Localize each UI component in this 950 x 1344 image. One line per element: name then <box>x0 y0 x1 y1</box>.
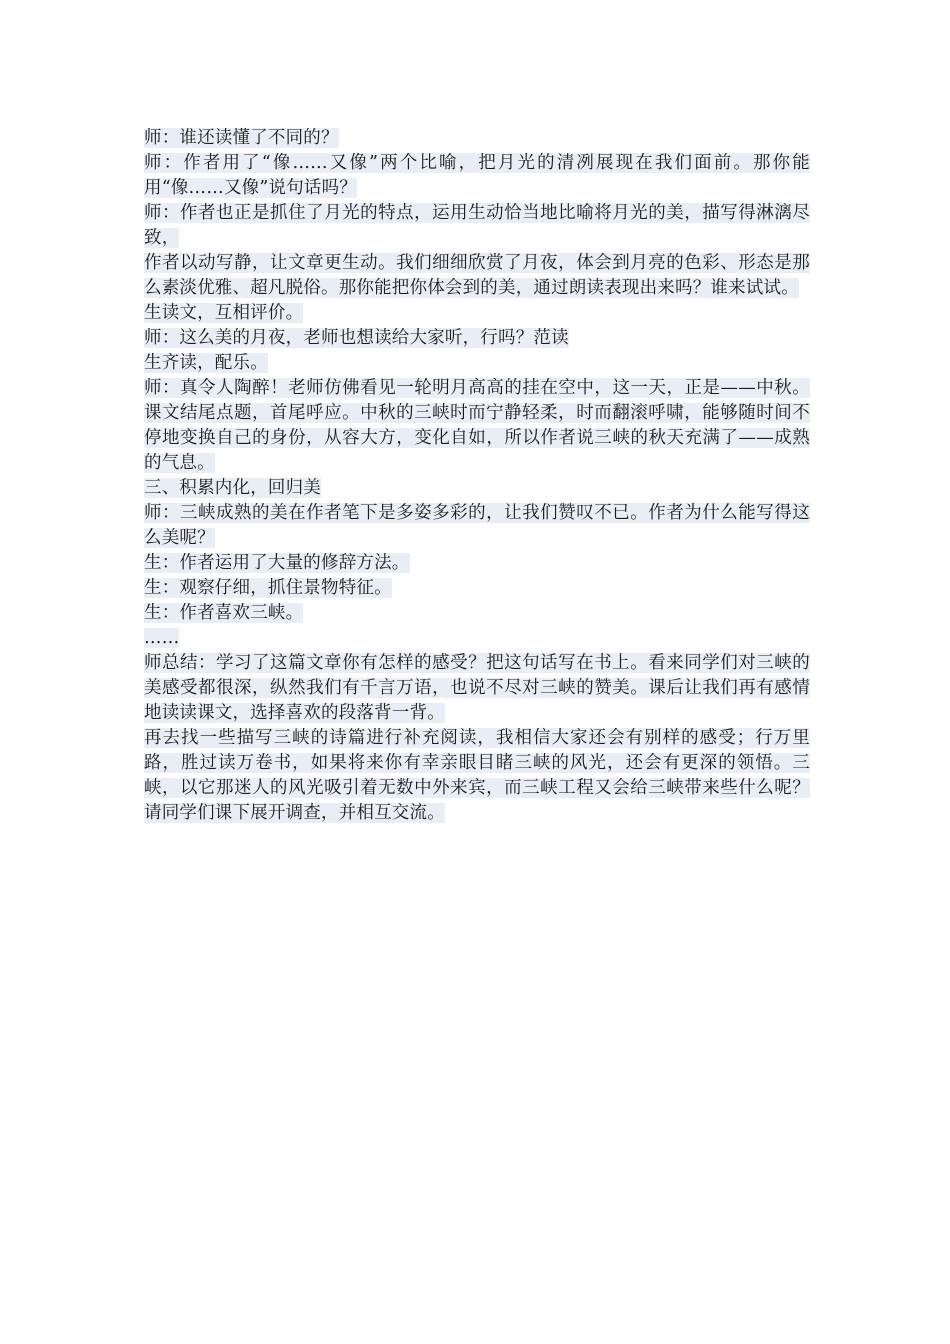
section-heading-text: 三、积累内化，回归美 <box>144 478 321 498</box>
paragraph-text: 师：真令人陶醉！老师仿佛看见一轮明月高高的挂在空中，这一天，正是——中秋。课文结尾点题，首尾呼应。中秋的三峡时而宁静轻柔，时而翻滚呼啸，能够随时间不停地变换自己的身份，从容大方，变化自如，所以作者说三峡的秋天充满了——成熟的气息。 <box>144 378 810 473</box>
ellipsis-line <box>144 626 810 651</box>
paragraph-text: 师：这么美的月夜，老师也想读给大家听，行吗？范读 <box>144 328 569 348</box>
paragraph-1 <box>144 126 810 151</box>
paragraph-2 <box>144 151 810 201</box>
paragraph-16 <box>144 726 810 826</box>
section-heading <box>144 476 810 501</box>
paragraph-12 <box>144 576 810 601</box>
paragraph-text: 生齐读，配乐。 <box>144 353 268 373</box>
paragraph-text: 作者以动写静，让文章更生动。我们细细欣赏了月夜，体会到月亮的色彩、形态是那么素淡优雅、超凡脱俗。那你能把你体会到的美，通过朗读表现出来吗？谁来试试。 <box>144 253 810 298</box>
paragraph-text: 生：作者运用了大量的修辞方法。 <box>144 553 410 573</box>
paragraph-text: 师总结：学习了这篇文章你有怎样的感受？把这句话写在书上。看来同学们对三峡的美感受都很深，纵然我们有千言万语，也说不尽对三峡的赞美。课后让我们再有感情地读读课文，选择喜欢的段落背一背。 <box>144 653 810 723</box>
paragraph-4 <box>144 251 810 301</box>
paragraph-text: 师：谁还读懂了不同的？ <box>144 128 339 148</box>
document-body <box>144 126 810 826</box>
paragraph-11 <box>144 551 810 576</box>
paragraph-text: 生读文，互相评价。 <box>144 303 304 323</box>
paragraph-7 <box>144 351 810 376</box>
paragraph-text: 生：观察仔细，抓住景物特征。 <box>144 578 392 598</box>
paragraph-10 <box>144 501 810 551</box>
paragraph-text: 生：作者喜欢三峡。 <box>144 603 304 623</box>
paragraph-text: 师：作者用了“像……又像”两个比喻，把月光的清冽展现在我们面前。那你能用“像……又像”说句话吗？ <box>144 153 810 198</box>
paragraph-text: 师：作者也正是抓住了月光的特点，运用生动恰当地比喻将月光的美，描写得淋漓尽致， <box>144 203 810 248</box>
paragraph-text: 师：三峡成熟的美在作者笔下是多姿多彩的，让我们赞叹不已。作者为什么能写得这么美呢？ <box>144 503 810 548</box>
paragraph-13 <box>144 601 810 626</box>
ellipsis-text: …… <box>144 628 180 648</box>
paragraph-6 <box>144 326 810 351</box>
paragraph-8 <box>144 376 810 476</box>
paragraph-text: 再去找一些描写三峡的诗篇进行补充阅读，我相信大家还会有别样的感受；行万里路，胜过读万卷书，如果将来你有幸亲眼目睹三峡的风光，还会有更深的领悟。三峡，以它那迷人的风光吸引着无数中外来宾，而三峡工程又会给三峡带来些什么呢？请同学们课下展开调查，并相互交流。 <box>144 728 810 823</box>
paragraph-15 <box>144 651 810 726</box>
paragraph-5 <box>144 301 810 326</box>
paragraph-3 <box>144 201 810 251</box>
